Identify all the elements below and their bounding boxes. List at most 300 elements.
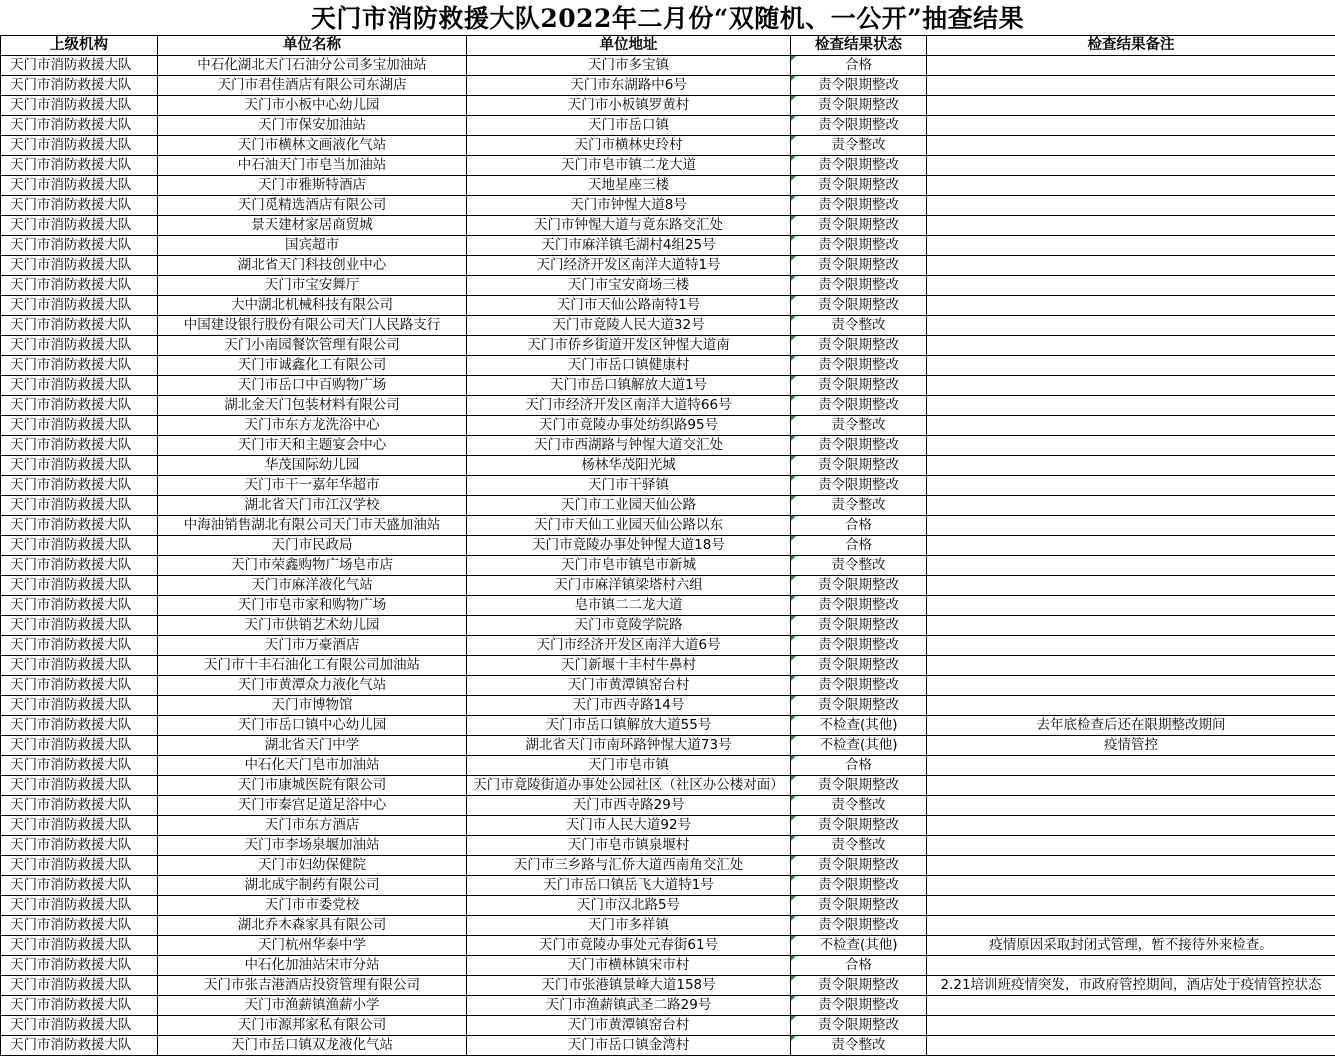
cell-parent-org: 天门市消防救援大队: [1, 576, 158, 596]
cell-unit-address: 天门市工业园天仙公路: [467, 496, 791, 516]
table-row: [1, 456, 1335, 476]
cell-result-note: [927, 316, 1335, 336]
table-row: [1, 916, 1335, 936]
cell-result-status: 合格: [791, 56, 927, 76]
cell-result-status: 责令限期整改: [791, 776, 927, 796]
cell-unit-name: 湖北成宇制药有限公司: [158, 876, 467, 896]
cell-unit-name: 天门市干一嘉年华超市: [158, 476, 467, 496]
table-row: [1, 696, 1335, 716]
cell-unit-name: 天门小南园餐饮管理有限公司: [158, 336, 467, 356]
cell-unit-name: 天门市岳口镇中心幼儿园: [158, 716, 467, 736]
table-row: [1, 776, 1335, 796]
cell-unit-address: 天门市麻洋镇梁塔村六组: [467, 576, 791, 596]
cell-unit-name: 湖北省天门市江汉学校: [158, 496, 467, 516]
cell-unit-address: 湖北省天门市南环路钟惺大道73号: [467, 736, 791, 756]
table-row: [1, 1036, 1335, 1056]
cell-parent-org: 天门市消防救援大队: [1, 896, 158, 916]
cell-result-note: 疫情管控: [927, 736, 1335, 756]
cell-result-note: [927, 476, 1335, 496]
table-row: [1, 636, 1335, 656]
cell-result-status: 责令限期整改: [791, 616, 927, 636]
cell-unit-name: 天门市东方酒店: [158, 816, 467, 836]
cell-result-status: 责令限期整改: [791, 696, 927, 716]
cell-parent-org: 天门市消防救援大队: [1, 276, 158, 296]
table-row: [1, 136, 1335, 156]
cell-unit-name: 天门市皂市家和购物广场: [158, 596, 467, 616]
table-row: [1, 976, 1335, 996]
cell-result-status: 责令整改: [791, 836, 927, 856]
cell-unit-name: 天门市保安加油站: [158, 116, 467, 136]
cell-unit-name: 天门觅精选酒店有限公司: [158, 196, 467, 216]
column-header-parent-org: 上级机构: [1, 36, 158, 56]
cell-result-note: [927, 916, 1335, 936]
cell-unit-address: 天门市小板镇罗黄村: [467, 96, 791, 116]
cell-parent-org: 天门市消防救援大队: [1, 1016, 158, 1036]
cell-parent-org: 天门市消防救援大队: [1, 736, 158, 756]
cell-parent-org: 天门市消防救援大队: [1, 696, 158, 716]
table-row: [1, 876, 1335, 896]
cell-unit-address: 天门市钟惺大道8号: [467, 196, 791, 216]
table-row: [1, 356, 1335, 376]
cell-result-note: [927, 616, 1335, 636]
cell-unit-name: 天门市麻洋液化气站: [158, 576, 467, 596]
cell-unit-address: 天门市岳口镇金湾村: [467, 1036, 791, 1056]
cell-result-status: 责令限期整改: [791, 216, 927, 236]
cell-parent-org: 天门市消防救援大队: [1, 656, 158, 676]
cell-parent-org: 天门市消防救援大队: [1, 116, 158, 136]
cell-parent-org: 天门市消防救援大队: [1, 796, 158, 816]
cell-parent-org: 天门市消防救援大队: [1, 716, 158, 736]
cell-unit-address: 天门市皂市镇泉堰村: [467, 836, 791, 856]
table-row: [1, 956, 1335, 976]
cell-unit-name: 天门市小板中心幼儿园: [158, 96, 467, 116]
cell-unit-name: 中石油天门市皂当加油站: [158, 156, 467, 176]
cell-unit-address: 天门市竟陵人民大道32号: [467, 316, 791, 336]
cell-parent-org: 天门市消防救援大队: [1, 516, 158, 536]
cell-unit-address: 天门市西寺路14号: [467, 696, 791, 716]
cell-result-note: [927, 276, 1335, 296]
cell-parent-org: 天门市消防救援大队: [1, 976, 158, 996]
table-row: [1, 856, 1335, 876]
cell-result-status: 责令限期整改: [791, 336, 927, 356]
cell-result-status: 责令限期整改: [791, 276, 927, 296]
cell-result-status: 责令限期整改: [791, 896, 927, 916]
cell-result-status: 责令限期整改: [791, 576, 927, 596]
cell-result-note: [927, 416, 1335, 436]
cell-parent-org: 天门市消防救援大队: [1, 676, 158, 696]
cell-parent-org: 天门市消防救援大队: [1, 476, 158, 496]
cell-result-note: [927, 676, 1335, 696]
table-row: [1, 236, 1335, 256]
cell-result-note: [927, 576, 1335, 596]
table-row: [1, 176, 1335, 196]
cell-unit-name: 天门市秦宫足道足浴中心: [158, 796, 467, 816]
cell-unit-address: 天门新堰十丰村牛鼻村: [467, 656, 791, 676]
cell-unit-name: 天门市岳口中百购物广场: [158, 376, 467, 396]
cell-parent-org: 天门市消防救援大队: [1, 396, 158, 416]
cell-unit-name: 天门市诚鑫化工有限公司: [158, 356, 467, 376]
cell-result-status: 责令限期整改: [791, 436, 927, 456]
cell-unit-name: 湖北省天门科技创业中心: [158, 256, 467, 276]
cell-result-note: [927, 556, 1335, 576]
cell-parent-org: 天门市消防救援大队: [1, 296, 158, 316]
table-row: [1, 576, 1335, 596]
cell-result-note: [927, 376, 1335, 396]
cell-result-status: 责令限期整改: [791, 476, 927, 496]
cell-result-note: [927, 856, 1335, 876]
cell-unit-name: 天门市宝安舞厅: [158, 276, 467, 296]
table-row: [1, 216, 1335, 236]
cell-result-status: 责令限期整改: [791, 256, 927, 276]
cell-unit-name: 天门市妇幼保健院: [158, 856, 467, 876]
cell-result-status: 责令限期整改: [791, 76, 927, 96]
cell-unit-name: 华茂国际幼儿园: [158, 456, 467, 476]
cell-unit-name: 天门市民政局: [158, 536, 467, 556]
cell-parent-org: 天门市消防救援大队: [1, 56, 158, 76]
table-row: [1, 196, 1335, 216]
cell-unit-address: 天门市多宝镇: [467, 56, 791, 76]
cell-unit-address: 天门市竟陵街道办事处公园社区（社区办公楼对面）: [467, 776, 791, 796]
cell-result-status: 责令整改: [791, 316, 927, 336]
cell-result-note: [927, 996, 1335, 1016]
cell-unit-address: 天门市汉北路5号: [467, 896, 791, 916]
cell-result-note: [927, 56, 1335, 76]
cell-unit-name: 湖北金天门包装材料有限公司: [158, 396, 467, 416]
column-header-unit-name: 单位名称: [158, 36, 467, 56]
page-title: 天门市消防救援大队2022年二月份“双随机、一公开”抽查结果: [310, 4, 1025, 33]
table-row: [1, 396, 1335, 416]
cell-unit-name: 天门市天和主题宴会中心: [158, 436, 467, 456]
cell-result-status: 责令限期整改: [791, 876, 927, 896]
cell-parent-org: 天门市消防救援大队: [1, 776, 158, 796]
cell-unit-address: 天门市横林史玲村: [467, 136, 791, 156]
cell-result-status: 责令整改: [791, 496, 927, 516]
cell-parent-org: 天门市消防救援大队: [1, 196, 158, 216]
cell-result-status: 责令限期整改: [791, 816, 927, 836]
cell-parent-org: 天门市消防救援大队: [1, 556, 158, 576]
column-header-unit-address: 单位地址: [467, 36, 791, 56]
cell-result-note: [927, 776, 1335, 796]
cell-unit-address: 天门市岳口镇解放大道1号: [467, 376, 791, 396]
cell-result-status: 责令限期整改: [791, 116, 927, 136]
cell-result-status: 责令限期整改: [791, 656, 927, 676]
table-row: [1, 56, 1335, 76]
cell-result-status: 合格: [791, 956, 927, 976]
table-row: [1, 996, 1335, 1016]
cell-unit-name: 天门市黄潭众力液化气站: [158, 676, 467, 696]
cell-result-status: 责令限期整改: [791, 1016, 927, 1036]
cell-parent-org: 天门市消防救援大队: [1, 596, 158, 616]
cell-result-status: 责令限期整改: [791, 676, 927, 696]
cell-unit-name: 大中湖北机械科技有限公司: [158, 296, 467, 316]
table-row: [1, 836, 1335, 856]
cell-result-note: [927, 256, 1335, 276]
cell-result-note: [927, 896, 1335, 916]
table-row: [1, 816, 1335, 836]
cell-result-note: [927, 216, 1335, 236]
header-row: [1, 36, 1335, 56]
cell-unit-address: 天门市黄潭镇窑台村: [467, 1016, 791, 1036]
table-row: [1, 596, 1335, 616]
cell-result-status: 责令限期整改: [791, 396, 927, 416]
cell-result-status: 责令限期整改: [791, 196, 927, 216]
cell-result-status: 责令限期整改: [791, 156, 927, 176]
cell-unit-address: 天门市皂市镇二龙大道: [467, 156, 791, 176]
cell-parent-org: 天门市消防救援大队: [1, 636, 158, 656]
cell-result-note: [927, 196, 1335, 216]
cell-parent-org: 天门市消防救援大队: [1, 156, 158, 176]
cell-unit-address: 天门市竟陵办事处钟惺大道18号: [467, 536, 791, 556]
cell-result-status: 合格: [791, 516, 927, 536]
cell-result-status: 合格: [791, 536, 927, 556]
cell-parent-org: 天门市消防救援大队: [1, 96, 158, 116]
cell-parent-org: 天门市消防救援大队: [1, 816, 158, 836]
cell-parent-org: 天门市消防救援大队: [1, 836, 158, 856]
cell-parent-org: 天门市消防救援大队: [1, 256, 158, 276]
cell-result-note: [927, 1016, 1335, 1036]
cell-parent-org: 天门市消防救援大队: [1, 1036, 158, 1056]
cell-parent-org: 天门市消防救援大队: [1, 316, 158, 336]
table-row: [1, 656, 1335, 676]
cell-parent-org: 天门市消防救援大队: [1, 456, 158, 476]
cell-result-note: [927, 176, 1335, 196]
cell-result-status: 责令限期整改: [791, 916, 927, 936]
cell-unit-address: 天门市天仙公路南特1号: [467, 296, 791, 316]
cell-result-status: 责令限期整改: [791, 856, 927, 876]
cell-unit-address: 天地星座三楼: [467, 176, 791, 196]
cell-unit-name: 天门市源邦家私有限公司: [158, 1016, 467, 1036]
cell-result-status: 责令整改: [791, 1036, 927, 1056]
cell-result-status: 责令限期整改: [791, 976, 927, 996]
table-row: [1, 96, 1335, 116]
cell-result-note: [927, 396, 1335, 416]
cell-unit-address: 天门市皂市镇皂市新城: [467, 556, 791, 576]
cell-unit-address: 天门市三乡路与汇侨大道西南角交汇处: [467, 856, 791, 876]
cell-result-status: 责令限期整改: [791, 596, 927, 616]
cell-unit-name: 天门市张吉港酒店投资管理有限公司: [158, 976, 467, 996]
cell-result-status: 责令限期整改: [791, 176, 927, 196]
cell-unit-name: 中国建设银行股份有限公司天门人民路支行: [158, 316, 467, 336]
results-table: [0, 35, 1335, 1056]
cell-unit-address: 天门市宝安商场三楼: [467, 276, 791, 296]
cell-unit-address: 天门市竟陵办事处元春街61号: [467, 936, 791, 956]
table-row: [1, 756, 1335, 776]
table-row: [1, 476, 1335, 496]
table-row: [1, 116, 1335, 136]
cell-parent-org: 天门市消防救援大队: [1, 876, 158, 896]
cell-unit-address: 天门市岳口镇解放大道55号: [467, 716, 791, 736]
cell-result-note: [927, 636, 1335, 656]
cell-unit-address: 天门市皂市镇: [467, 756, 791, 776]
table-row: [1, 536, 1335, 556]
cell-result-status: 责令限期整改: [791, 376, 927, 396]
cell-parent-org: 天门市消防救援大队: [1, 376, 158, 396]
cell-result-note: [927, 76, 1335, 96]
cell-unit-address: 天门市黄潭镇窑台村: [467, 676, 791, 696]
cell-unit-address: 天门市横林镇宋市村: [467, 956, 791, 976]
cell-unit-address: 天门经济开发区南洋大道特1号: [467, 256, 791, 276]
table-row: [1, 796, 1335, 816]
table-row: [1, 416, 1335, 436]
table-row: [1, 936, 1335, 956]
cell-unit-name: 天门市万豪酒店: [158, 636, 467, 656]
cell-unit-name: 天门市岳口镇双龙液化气站: [158, 1036, 467, 1056]
cell-unit-address: 天门市西寺路29号: [467, 796, 791, 816]
table-row: [1, 376, 1335, 396]
cell-result-status: 责令限期整改: [791, 996, 927, 1016]
cell-parent-org: 天门市消防救援大队: [1, 936, 158, 956]
cell-unit-name: 天门市李场泉堰加油站: [158, 836, 467, 856]
cell-result-note: [927, 536, 1335, 556]
cell-result-note: 疫情原因采取封闭式管理，暂不接待外来检查。: [927, 936, 1335, 956]
cell-parent-org: 天门市消防救援大队: [1, 356, 158, 376]
cell-result-note: [927, 96, 1335, 116]
cell-result-note: [927, 956, 1335, 976]
cell-result-note: [927, 336, 1335, 356]
cell-parent-org: 天门市消防救援大队: [1, 956, 158, 976]
table-row: [1, 436, 1335, 456]
table-row: [1, 336, 1335, 356]
table-row: [1, 516, 1335, 536]
cell-parent-org: 天门市消防救援大队: [1, 496, 158, 516]
table-row: [1, 896, 1335, 916]
cell-parent-org: 天门市消防救援大队: [1, 236, 158, 256]
cell-unit-name: 中石化加油站宋市分站: [158, 956, 467, 976]
cell-unit-name: 天门市雅斯特酒店: [158, 176, 467, 196]
cell-unit-address: 天门市干驿镇: [467, 476, 791, 496]
cell-unit-address: 天门市人民大道92号: [467, 816, 791, 836]
table-row: [1, 556, 1335, 576]
cell-result-status: 责令整改: [791, 416, 927, 436]
cell-unit-name: 中石化天门皂市加油站: [158, 756, 467, 776]
cell-unit-address: 天门市岳口镇: [467, 116, 791, 136]
cell-unit-address: 天门市张港镇景峰大道158号: [467, 976, 791, 996]
cell-parent-org: 天门市消防救援大队: [1, 436, 158, 456]
cell-unit-name: 天门市博物馆: [158, 696, 467, 716]
cell-unit-address: 天门市经济开发区南洋大道6号: [467, 636, 791, 656]
cell-parent-org: 天门市消防救援大队: [1, 336, 158, 356]
cell-unit-name: 天门市十丰石油化工有限公司加油站: [158, 656, 467, 676]
cell-unit-name: 湖北乔木森家具有限公司: [158, 916, 467, 936]
cell-result-status: 责令限期整改: [791, 96, 927, 116]
cell-result-note: [927, 656, 1335, 676]
cell-result-note: [927, 1036, 1335, 1056]
table-row: [1, 676, 1335, 696]
cell-unit-address: 天门市侨乡街道开发区钟惺大道南: [467, 336, 791, 356]
cell-unit-address: 天门市竟陵学院路: [467, 616, 791, 636]
cell-parent-org: 天门市消防救援大队: [1, 916, 158, 936]
cell-unit-address: 天门市天仙工业园天仙公路以东: [467, 516, 791, 536]
cell-unit-name: 中海油销售湖北有限公司天门市天盛加油站: [158, 516, 467, 536]
cell-result-status: 责令限期整改: [791, 296, 927, 316]
cell-result-note: [927, 356, 1335, 376]
table-row: [1, 616, 1335, 636]
cell-result-note: [927, 756, 1335, 776]
cell-unit-name: 天门市市委党校: [158, 896, 467, 916]
table-row: [1, 156, 1335, 176]
cell-parent-org: 天门市消防救援大队: [1, 76, 158, 96]
cell-result-status: 不检查(其他): [791, 736, 927, 756]
cell-result-status: 责令整改: [791, 136, 927, 156]
cell-unit-address: 皂市镇二二龙大道: [467, 596, 791, 616]
cell-unit-name: 天门市康城医院有限公司: [158, 776, 467, 796]
cell-unit-address: 天门市经济开发区南洋大道特66号: [467, 396, 791, 416]
cell-result-status: 不检查(其他): [791, 716, 927, 736]
cell-result-note: [927, 436, 1335, 456]
cell-parent-org: 天门市消防救援大队: [1, 416, 158, 436]
cell-result-status: 责令限期整改: [791, 236, 927, 256]
cell-unit-name: 天门市渔薪镇渔薪小学: [158, 996, 467, 1016]
cell-result-note: [927, 596, 1335, 616]
table-row: [1, 316, 1335, 336]
table-row: [1, 716, 1335, 736]
cell-parent-org: 天门市消防救援大队: [1, 176, 158, 196]
cell-unit-address: 天门市西湖路与钟惺大道交汇处: [467, 436, 791, 456]
cell-unit-name: 天门市供销艺术幼儿园: [158, 616, 467, 636]
table-row: [1, 256, 1335, 276]
table-row: [1, 76, 1335, 96]
cell-parent-org: 天门市消防救援大队: [1, 216, 158, 236]
column-header-result-note: 检查结果备注: [927, 36, 1335, 56]
cell-unit-address: 天门市东湖路中6号: [467, 76, 791, 96]
cell-unit-name: 天门杭州华泰中学: [158, 936, 467, 956]
cell-unit-name: 湖北省天门中学: [158, 736, 467, 756]
cell-result-status: 责令整改: [791, 556, 927, 576]
column-header-result-status: 检查结果状态: [791, 36, 927, 56]
cell-result-status: 责令限期整改: [791, 456, 927, 476]
cell-unit-address: 杨林华茂阳光城: [467, 456, 791, 476]
cell-result-note: [927, 116, 1335, 136]
cell-unit-address: 天门市岳口镇岳飞大道特1号: [467, 876, 791, 896]
cell-unit-name: 天门市荣鑫购物广场皂市店: [158, 556, 467, 576]
cell-unit-name: 天门市君佳酒店有限公司东湖店: [158, 76, 467, 96]
cell-result-status: 合格: [791, 756, 927, 776]
cell-unit-name: 景天建材家居商贸城: [158, 216, 467, 236]
cell-result-status: 责令限期整改: [791, 636, 927, 656]
cell-unit-address: 天门市渔薪镇武圣二路29号: [467, 996, 791, 1016]
cell-result-note: [927, 516, 1335, 536]
table-row: [1, 276, 1335, 296]
cell-result-note: [927, 156, 1335, 176]
cell-unit-name: 天门市横林文画液化气站: [158, 136, 467, 156]
cell-result-note: 去年底检查后还在限期整改期间: [927, 716, 1335, 736]
cell-parent-org: 天门市消防救援大队: [1, 856, 158, 876]
cell-result-note: [927, 796, 1335, 816]
cell-unit-address: 天门市麻洋镇毛湖村4组25号: [467, 236, 791, 256]
cell-result-note: [927, 456, 1335, 476]
table-row: [1, 296, 1335, 316]
cell-result-note: [927, 696, 1335, 716]
cell-result-status: 责令整改: [791, 796, 927, 816]
cell-result-note: 2.21培训班疫情突发，市政府管控期间，酒店处于疫情管控状态: [927, 976, 1335, 996]
cell-parent-org: 天门市消防救援大队: [1, 996, 158, 1016]
cell-unit-name: 中石化湖北天门石油分公司多宝加油站: [158, 56, 467, 76]
cell-parent-org: 天门市消防救援大队: [1, 616, 158, 636]
cell-unit-address: 天门市岳口镇健康村: [467, 356, 791, 376]
cell-result-status: 不检查(其他): [791, 936, 927, 956]
cell-parent-org: 天门市消防救援大队: [1, 536, 158, 556]
cell-unit-name: 国宾超市: [158, 236, 467, 256]
cell-result-note: [927, 836, 1335, 856]
cell-unit-address: 天门市竟陵办事处纺织路95号: [467, 416, 791, 436]
cell-result-note: [927, 816, 1335, 836]
table-row: [1, 1016, 1335, 1036]
cell-parent-org: 天门市消防救援大队: [1, 756, 158, 776]
cell-result-note: [927, 496, 1335, 516]
cell-unit-name: 天门市东方龙洗浴中心: [158, 416, 467, 436]
cell-result-status: 责令限期整改: [791, 356, 927, 376]
cell-result-note: [927, 876, 1335, 896]
